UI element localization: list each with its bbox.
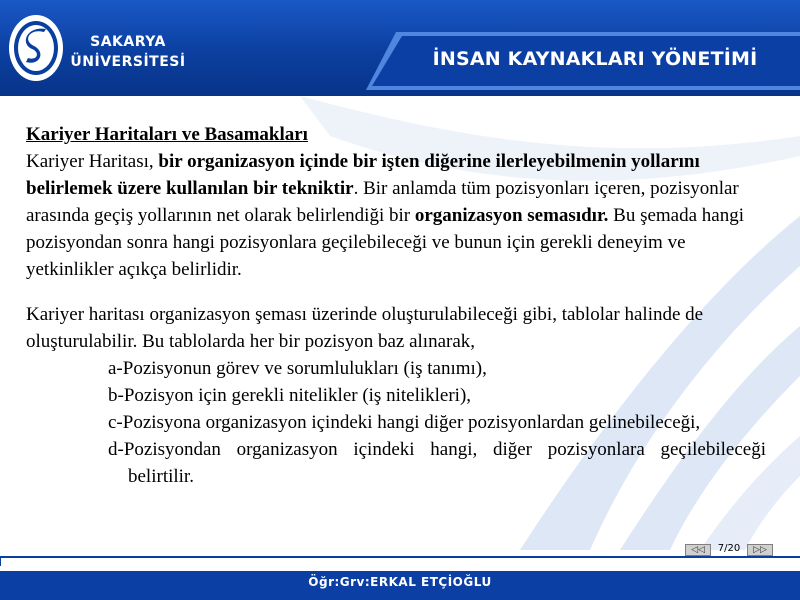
list-item-b: b-Pozisyon için gerekli nitelikler (iş nitelikleri),	[108, 385, 472, 406]
para1-part-3: . Bir anlamda tüm pozisyonları içeren, pozisyonlar arasında geçiş yollarının net olarak belirlendiği bir	[26, 178, 739, 226]
list-item-a: a-Pozisyonun görev ve sorumlulukları (iş tanımı),	[108, 358, 487, 379]
footer-divider	[0, 556, 800, 558]
footer-author: Öğr:Grv:ERKAL ETÇİOĞLU	[308, 575, 492, 589]
para1-part-5: Bu şemada hangi pozisyondan sonra hangi pozisyonlara geçilebileceği ve bunun için gerekli deneyim ve yetkinlikler açıkça belirlidir.	[26, 205, 744, 280]
para1-part-1: Kariyer Haritası,	[26, 151, 159, 172]
previous-slide-button[interactable]: ◁◁	[685, 544, 711, 556]
paragraph-1	[26, 148, 766, 283]
next-slide-button[interactable]: ▷▷	[747, 544, 773, 556]
slide-title: İNSAN KAYNAKLARI YÖNETİMİ	[432, 48, 758, 70]
university-name-line1: SAKARYA	[90, 34, 166, 50]
slide-content	[26, 121, 766, 490]
sakarya-university-logo-icon	[8, 14, 64, 82]
paragraph-2: Kariyer haritası organizasyon şeması üzerinde oluşturulabileceği gibi, tablolar halinde de oluşturulabilir. Bu tablolarda her bir pozisyon baz alınarak,	[26, 304, 704, 352]
paragraph-gap	[26, 283, 766, 301]
page-indicator: 7/20	[717, 543, 741, 554]
list-item-d: d-Pozisyondan organizasyon içindeki hangi, diğer pozisyonlara geçilebileceği belirtilir.	[108, 439, 766, 487]
para1-part-4: organizasyon semasıdır.	[414, 205, 609, 226]
list-item-c: c-Pozisyona organizasyon içindeki hangi diğer pozisyonlardan gelinebileceği,	[108, 412, 701, 433]
footer-divider-tick	[0, 558, 1, 566]
university-name-line2: ÜNİVERSİTESİ	[70, 54, 186, 70]
university-name	[66, 32, 190, 72]
section-heading: Kariyer Haritaları ve Basamakları	[26, 124, 308, 145]
header-bar	[0, 0, 800, 96]
para1-part-2: bir organizasyon içinde bir işten diğerine ilerleyebilmenin yollarını belirlemek üzere kullanılan bir tekniktir	[26, 151, 700, 199]
